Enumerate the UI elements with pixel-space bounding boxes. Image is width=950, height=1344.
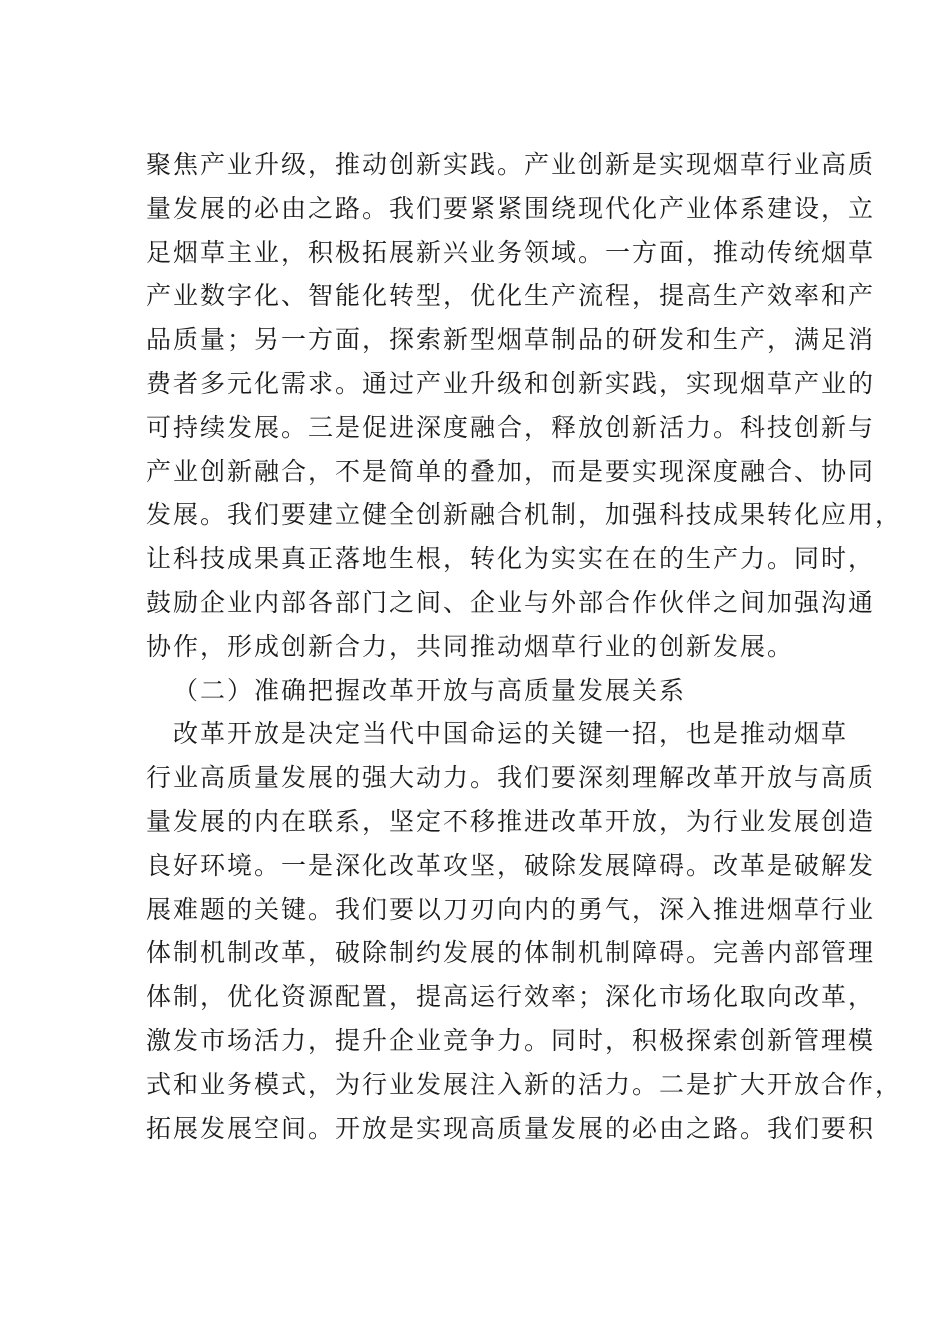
text-line: 品质量；另一方面，探索新型烟草制品的研发和生产，满足消	[146, 325, 876, 355]
text-line: 量发展的内在联系，坚定不移推进改革开放，为行业发展创造	[146, 806, 876, 836]
text-line: 费者多元化需求。通过产业升级和创新实践，实现烟草产业的	[146, 368, 876, 398]
text-line: 改革开放是决定当代中国命运的关键一招，也是推动烟草	[173, 719, 849, 749]
text-line: 行业高质量发展的强大动力。我们要深刻理解改革开放与高质	[146, 763, 876, 793]
text-line: 激发市场活力，提升企业竞争力。同时，积极探索创新管理模	[146, 1025, 876, 1055]
text-line: 足烟草主业，积极拓展新兴业务领域。一方面，推动传统烟草	[146, 237, 876, 267]
text-line: 让科技成果真正落地生根，转化为实实在在的生产力。同时，	[146, 544, 876, 574]
body-text	[146, 143, 903, 1150]
text-line: 量发展的必由之路。我们要紧紧围绕现代化产业体系建设，立	[146, 193, 876, 223]
text-line: 拓展发展空间。开放是实现高质量发展的必由之路。我们要积	[146, 1113, 876, 1143]
text-line: 发展。我们要建立健全创新融合机制，加强科技成果转化应用，	[146, 500, 903, 530]
text-line: 体制，优化资源配置，提高运行效率；深化市场化取向改革，	[146, 982, 876, 1012]
text-line: 体制机制改革，破除制约发展的体制机制障碍。完善内部管理	[146, 938, 876, 968]
text-line: 聚焦产业升级，推动创新实践。产业创新是实现烟草行业高质	[146, 150, 876, 179]
text-line: 式和业务模式，为行业发展注入新的活力。二是扩大开放合作，	[146, 1069, 903, 1099]
text-line: 产业创新融合，不是简单的叠加，而是要实现深度融合、协同	[146, 456, 876, 486]
paragraph-1	[146, 143, 903, 669]
text-line: 鼓励企业内部各部门之间、企业与外部合作伙伴之间加强沟通	[146, 587, 876, 617]
text-line: 产业数字化、智能化转型，优化生产流程，提高生产效率和产	[146, 281, 876, 311]
section-heading: （二）准确把握改革开放与高质量发展关系	[173, 675, 687, 705]
text-line: 良好环境。一是深化改革攻坚，破除发展障碍。改革是破解发	[146, 850, 876, 880]
text-line: 展难题的关键。我们要以刀刃向内的勇气，深入推进烟草行业	[146, 894, 876, 924]
text-line: 协作，形成创新合力，共同推动烟草行业的创新发展。	[146, 631, 795, 661]
text-line: 可持续发展。三是促进深度融合，释放创新活力。科技创新与	[146, 412, 876, 442]
paragraph-2	[146, 712, 903, 1150]
